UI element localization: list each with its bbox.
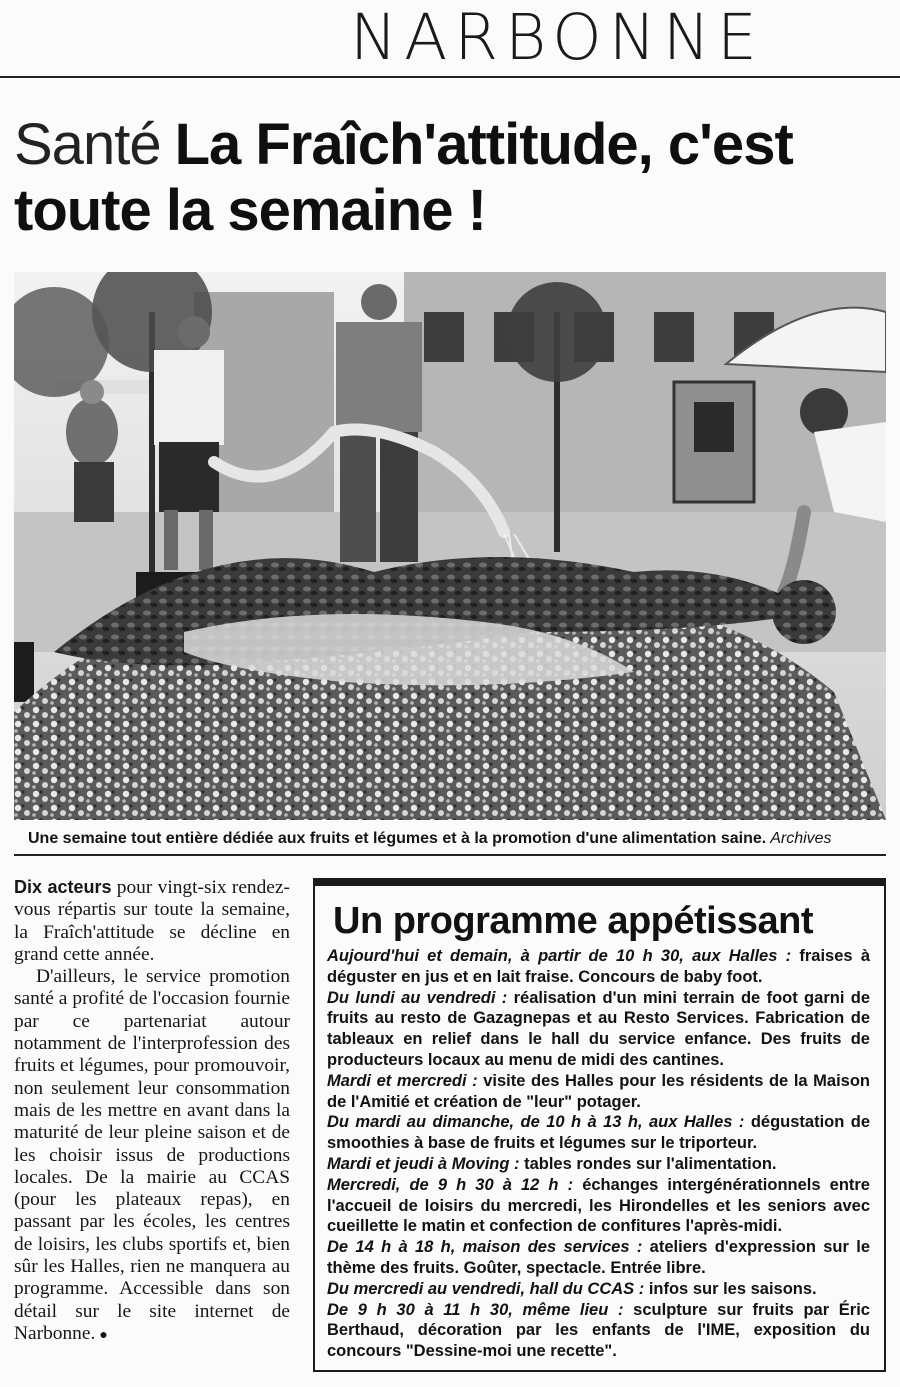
programme-what: ateliers d'expression sur le thème des fruits. Goûter, spectacle. Entrée libre. bbox=[327, 1238, 870, 1277]
programme-when: Mercredi, de 9 h 30 à 12 h : bbox=[327, 1175, 574, 1194]
article-paragraph bbox=[14, 966, 290, 1347]
article-lead: Dix acteurs bbox=[14, 877, 112, 897]
programme-what: échanges intergénérationnels entre l'accueil de loisirs du mercredi, les Hirondelles et les seniors avec cueillette le matin et confection de confitures l'après-midi. bbox=[327, 1175, 870, 1236]
programme-item bbox=[327, 988, 870, 1071]
programme-what: visite des Halles pour les résidents de la Maison de l'Amitié et création de "leur" potager. bbox=[327, 1071, 871, 1111]
headline-rubric: Santé bbox=[14, 112, 161, 177]
programme-item bbox=[327, 946, 870, 988]
programme-item bbox=[327, 1300, 870, 1362]
programme-item bbox=[327, 1237, 870, 1279]
article-paragraph bbox=[14, 876, 290, 966]
programme-item bbox=[327, 1071, 870, 1113]
programme-when: Du lundi au vendredi : bbox=[327, 988, 508, 1007]
article-body bbox=[14, 876, 290, 1347]
programme-item bbox=[327, 1154, 870, 1175]
programme-what: fraises à déguster en jus et en lait fraise. Concours de baby foot. bbox=[327, 947, 870, 986]
programme-title: Un programme appétissant bbox=[333, 900, 813, 942]
programme-when: De 14 h à 18 h, maison des services : bbox=[327, 1238, 643, 1257]
photo-garden-watering bbox=[14, 272, 886, 820]
programme-box bbox=[313, 878, 886, 1372]
headline bbox=[14, 112, 894, 244]
header-rule bbox=[0, 76, 900, 78]
photo bbox=[14, 272, 886, 820]
programme-what: tables rondes sur l'alimentation. bbox=[519, 1154, 777, 1173]
photo-caption bbox=[14, 822, 886, 856]
programme-when: Aujourd'hui et demain, à partir de 10 h 30, aux Halles : bbox=[327, 947, 792, 965]
caption-text: Une semaine tout entière dédiée aux fruits et légumes et à la promotion d'une alimentation saine. bbox=[28, 830, 767, 847]
programme-item bbox=[327, 1279, 870, 1300]
programme-what: infos sur les saisons. bbox=[644, 1279, 817, 1298]
programme-item bbox=[327, 1175, 870, 1237]
caption-credit: Archives bbox=[770, 830, 832, 847]
programme-when: Du mardi au dimanche, de 10 h à 13 h, aux Halles : bbox=[327, 1113, 745, 1132]
programme-when: Du mercredi au vendredi, hall du CCAS : bbox=[327, 1279, 645, 1298]
programme-when: De 9 h 30 à 11 h 30, même lieu : bbox=[327, 1300, 624, 1319]
programme-what: dégustation de smoothies à base de fruits et légumes sur le triporteur. bbox=[327, 1113, 871, 1153]
programme-when: Mardi et jeudi à Moving : bbox=[327, 1154, 520, 1173]
headline-title: La Fraîch'attitude, c'est toute la semaine ! bbox=[14, 112, 793, 243]
article-p1: pour vingt-six rendez-vous répartis sur toute la semaine, la Fraîch'attitude se décline en grand cette année. bbox=[14, 877, 290, 965]
end-mark: ● bbox=[99, 1327, 108, 1343]
section-name: NARBONNE bbox=[350, 1, 764, 74]
programme-what: sculpture sur fruits par Éric Berthaud, décoration par les enfants de l'IME, exposition du concours "Dessine-moi une recette". bbox=[327, 1300, 870, 1361]
article-p2: D'ailleurs, le service promotion santé a profité de l'occasion fournie par ce partenariat autour notamment de l'interprofession des fruits et légumes, pour promouvoir, non seulement leur consommation mais de les mettre en avant dans la maturité de leur pleine saison et de les choisir issus de productions locales. De la mairie au CCAS (pour les plateaux repas), en passant par les écoles, les centres de loisirs, les clubs sportifs et, bien sûr les Halles, rien ne manquera au programme. Accessible dans son détail sur le site internet de Narbonne. bbox=[14, 966, 290, 1344]
programme-list bbox=[327, 946, 870, 1362]
programme-item bbox=[327, 1112, 870, 1154]
programme-when: Mardi et mercredi : bbox=[327, 1071, 478, 1090]
programme-what: réalisation d'un mini terrain de foot garni de fruits au resto de Gazagnepas et au Resto Services. Fabrication de tableaux en relief dans le hall du service enfance. Des fruits de producteurs locaux au menu de midi des cantines. bbox=[327, 988, 870, 1069]
